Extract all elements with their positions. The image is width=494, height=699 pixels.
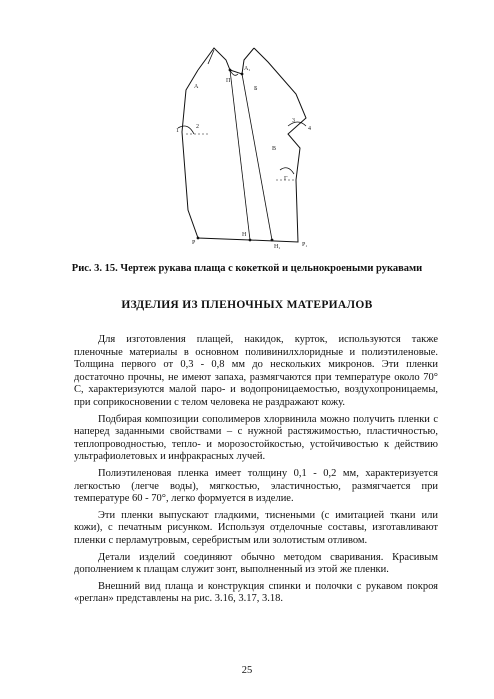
pattern-drawing <box>168 30 338 255</box>
left-armhole-curve <box>178 126 194 134</box>
right-outline <box>250 48 306 242</box>
label-p: П <box>226 78 231 84</box>
sleeve-pattern-svg <box>168 30 338 255</box>
label-v: В <box>272 146 277 152</box>
right-lower-curve <box>280 168 294 174</box>
figure-caption: Рис. 3. 15. Чертеж рукава плаща с кокеткой и цельнокроеными рукавами <box>71 263 423 274</box>
label-4: 4 <box>308 126 311 132</box>
paragraph: Для изготовления плащей, накидок, курток, используются также пленочные материалы в основном поливинилхлоридные и полиэтиленовые. Толщина первого от 0,3 - 0,8 мм до нескольких микронов. Эти пленки достаточно прочны, не имеют запаха, размягчаются при температуре около 70° С, характеризуются малой паро- и водопроницаемостью, воздухопроницаемы, при соприкосновении с телом человека не раздражают кожу. <box>74 334 438 408</box>
body-text <box>74 334 438 610</box>
label-a1: A₁ <box>244 66 251 72</box>
section-heading: ИЗДЕЛИЯ ИЗ ПЛЕНОЧНЫХ МАТЕРИАЛОВ <box>121 299 373 311</box>
paragraph: Внешний вид плаща и конструкция спинки и полочки с рукавом покроя «реглан» представлены на рис. 3.16, 3.17, 3.18. <box>74 580 438 605</box>
label-n: Н <box>242 232 247 238</box>
paragraph: Подбирая композиции сополимеров хлорвинила можно получить пленки с наперед заданными свойствами – с нужной растяжимостью, пластичностью, теплопроводностью, тепло- и морозостойкостью, устойчивостью к действию ультрафиолетовых и инфракрасных лучей. <box>74 413 438 463</box>
paragraph: Эти пленки выпускают гладкими, тиснеными (с имитацией ткани или кожи), с печатным рисунком. Используя отделочные составы, изготавливают пленки с перламутровым, серебристым или золотистым отливом. <box>74 509 438 546</box>
paragraph: Полиэтиленовая пленка имеет толщину 0,1 - 0,2 мм, характеризуется легкостью (легче воды), мягкостью, эластичностью, размягчается при температуре 60 - 70°, легко формуется в изделие. <box>74 467 438 505</box>
label-a: A <box>194 84 199 90</box>
label-1: 1 <box>176 128 179 134</box>
paragraph: Детали изделий соединяют обычно методом сваривания. Красивым дополнением к плащам служит зонт, выполненный из этой же пленки. <box>74 551 438 576</box>
label-3: 3 <box>292 118 295 124</box>
label-2: 2 <box>196 124 199 130</box>
label-n1: Н₁ <box>274 244 281 250</box>
front-line <box>242 74 272 240</box>
page-number: 25 <box>241 665 253 676</box>
label-g: Г <box>284 176 288 182</box>
label-r: Р <box>192 240 196 246</box>
center-line <box>230 70 250 240</box>
label-r1: Р₁ <box>302 242 308 248</box>
label-b: Б <box>254 86 258 92</box>
